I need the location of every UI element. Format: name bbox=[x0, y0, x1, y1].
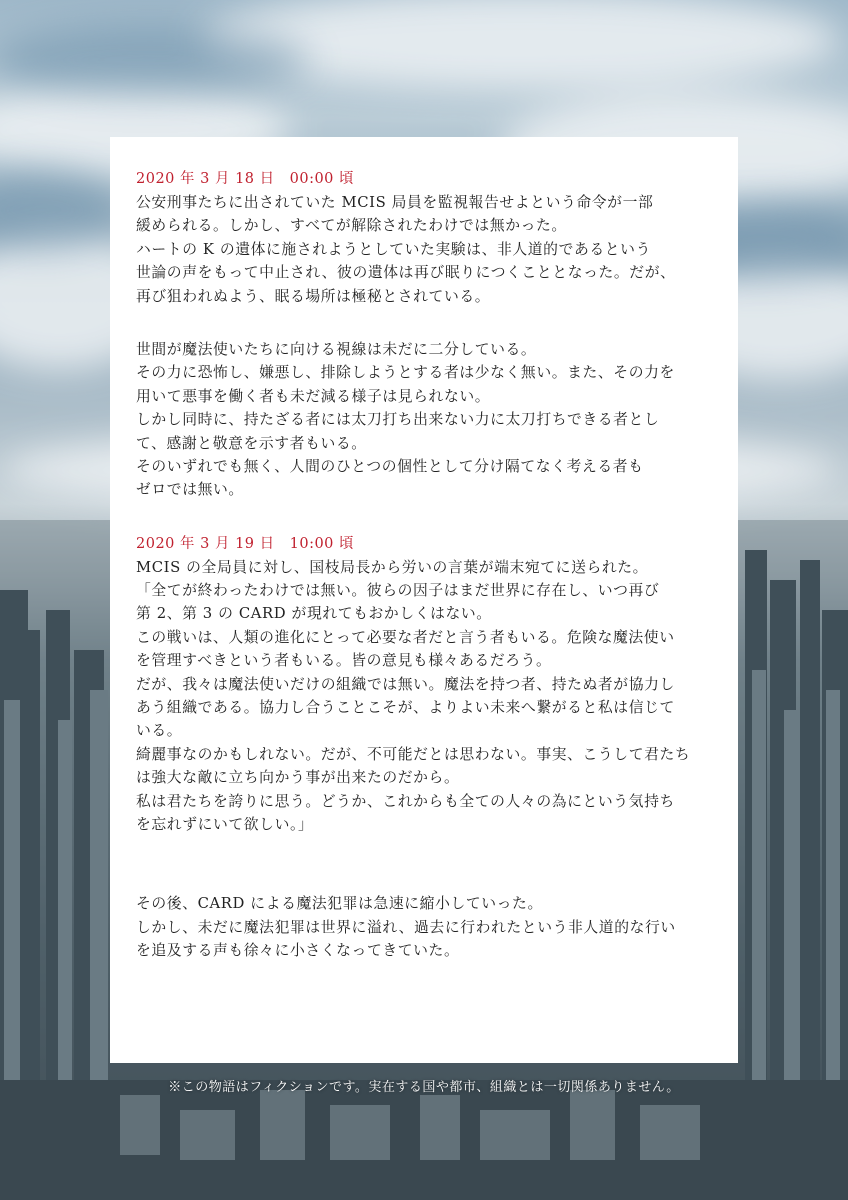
text-line: を管理すべきという者もいる。皆の意見も様々あるだろう。 bbox=[136, 652, 552, 670]
text-line: 私は君たちを誇りに思う。どうか、これからも全ての人々の為にという気持ち bbox=[136, 792, 675, 810]
text-line: MCIS の全局員に対し、国枝局長から労いの言葉が端末宛てに送られた。 bbox=[136, 558, 649, 576]
section-aftermath bbox=[136, 892, 738, 962]
text-line: そのいずれでも無く、人間のひとつの個性として分け隔てなく考える者も bbox=[136, 457, 644, 475]
text-line: は強大な敵に立ち向かう事が出来たのだから。 bbox=[136, 769, 460, 787]
date-heading: 2020 年 3 月 18 日 00:00 頃 bbox=[136, 171, 355, 187]
text-line: て、感謝と敬意を示す者もいる。 bbox=[136, 434, 367, 452]
text-line: その力に恐怖し、嫌悪し、排除しようとする者は少なく無い。また、その力を bbox=[136, 364, 675, 382]
fiction-disclaimer: ※この物語はフィクションです。実在する国や都市、組織とは一切関係ありません。 bbox=[168, 1080, 680, 1095]
text-line: 用いて悪事を働く者も未だ減る様子は見られない。 bbox=[136, 387, 491, 405]
text-line: を追及する声も徐々に小さくなってきていた。 bbox=[136, 942, 460, 960]
text-line: を忘れずにいて欲しい。」 bbox=[136, 815, 314, 833]
text-line: 第 2、第 3 の CARD が現れてもおかしくはない。 bbox=[136, 605, 492, 623]
section-march-18 bbox=[136, 167, 738, 308]
text-line: しかし、未だに魔法犯罪は世界に溢れ、過去に行われたという非人道的な行い bbox=[136, 918, 676, 936]
text-line: その後、CARD による魔法犯罪は急速に縮小していった。 bbox=[136, 895, 543, 913]
text-line: 綺麗事なのかもしれない。だが、不可能だとは思わない。事実、こうして君たち bbox=[136, 745, 691, 763]
date-heading: 2020 年 3 月 19 日 10:00 頃 bbox=[136, 535, 355, 552]
text-line: だが、我々は魔法使いだけの組織では無い。魔法を持つ者、持たぬ者が協力し bbox=[136, 675, 675, 693]
section-march-19 bbox=[136, 532, 738, 837]
section-public-view bbox=[136, 338, 738, 502]
text-line: この戦いは、人類の進化にとって必要な者だと言う者もいる。危険な魔法使い bbox=[136, 628, 675, 646]
text-line: 「全てが終わったわけでは無い。彼らの因子はまだ世界に存在し、いつ再び bbox=[136, 582, 660, 600]
text-line: 緩められる。しかし、すべてが解除されたわけでは無かった。 bbox=[136, 217, 567, 235]
text-line: 世間が魔法使いたちに向ける視線は未だに二分している。 bbox=[136, 340, 537, 358]
story-card bbox=[110, 137, 738, 1063]
spacer bbox=[136, 866, 738, 892]
text-line: あう組織である。協力し合うことこそが、よりよい未来へ繋がると私は信じて bbox=[136, 699, 675, 717]
text-line: いる。 bbox=[136, 722, 183, 740]
text-line: 公安刑事たちに出されていた MCIS 局員を監視報告せよという命令が一部 bbox=[136, 194, 654, 211]
text-line: 再び狙われぬよう、眠る場所は極秘とされている。 bbox=[136, 287, 491, 305]
text-line: しかし同時に、持たざる者には太刀打ち出来ない力に太刀打ちできる者とし bbox=[136, 411, 660, 429]
text-line: 世論の声をもって中止され、彼の遺体は再び眠りにつくこととなった。だが、 bbox=[136, 264, 676, 282]
text-line: ハートの K の遺体に施されようとしていた実験は、非人道的であるという bbox=[136, 240, 651, 258]
text-line: ゼロでは無い。 bbox=[136, 481, 244, 499]
